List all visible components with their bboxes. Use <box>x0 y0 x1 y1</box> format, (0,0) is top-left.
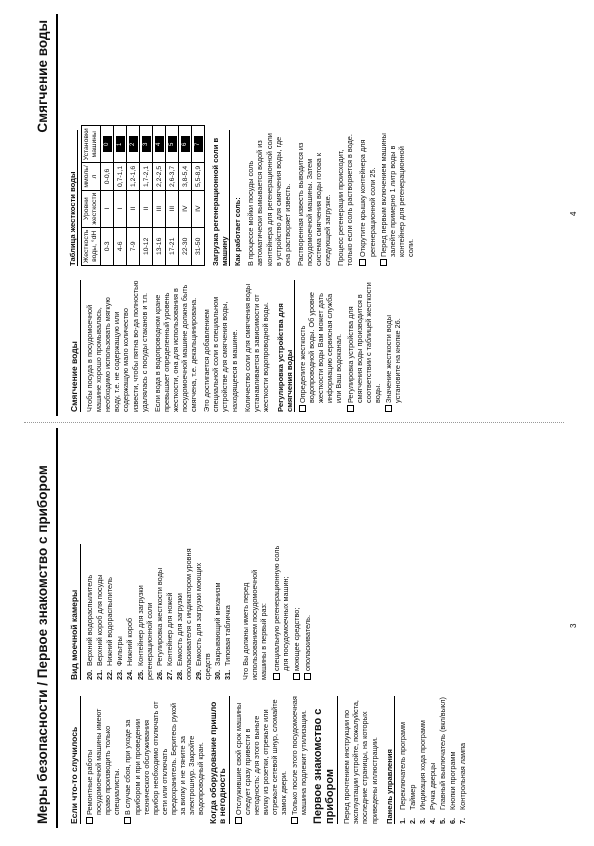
softener-adjustment-list <box>298 280 402 412</box>
list-item: моющее средство; <box>292 544 301 680</box>
how-salt-works-paragraph: Растворенная известь выводится из посудомоечной машины. Затем система смягчения воды готова к следующей загрузке. <box>295 142 333 266</box>
section-first-acquaintance-title: Первое знакомство с прибором <box>312 696 338 824</box>
section-first-acquaintance-text: Перед прочтением инструкции по эксплуатации устройте, пожалуйста, последние страницы, на которых приведены иллюстрации. <box>342 700 379 824</box>
list-item: 29.Емкость для загрузки моющих средств <box>194 562 213 680</box>
how-salt-works-title: Как работает соль: <box>233 197 243 266</box>
hardness-table-title: Таблица жесткости воды <box>68 130 78 266</box>
list-item: 4.Ручка дверцы <box>428 762 437 824</box>
list-item: 28.Емкость для загрузки ополаскивателя с индикатором уровня <box>174 548 194 680</box>
page-3-title: Меры безопасности / Первое знакомство с прибором <box>35 465 50 824</box>
salt-loading-steps <box>358 130 415 266</box>
table-row: 10-12 II 1,7-2,1 3 <box>140 126 153 266</box>
water-hardness-table <box>81 125 205 266</box>
how-salt-works-paragraph: Процесс регенерации происходит, только если соль растворяется в воде. <box>336 134 355 266</box>
water-softening-title: Смягчение воды <box>70 280 81 412</box>
list-item: 31.Типовая табличка <box>223 605 233 680</box>
setting-indicator: 0 <box>103 136 112 152</box>
table-header-cell: Установки машины <box>82 126 101 163</box>
table-row: 17-21 III 2,6-3,7 5 <box>166 126 179 266</box>
list-item: Отслужившие свой срок машины следует сразу привести в негодность: для этого выньте вилку из розетки, отрежьте или отрежьте сетевой шнур, сломайте замок двери. <box>234 696 289 824</box>
list-item: 20.Верхний водораспылитель <box>85 574 95 680</box>
list-item: В случае сбоя, при уходе за прибором и при проведении технического обслуживания прибор необходимо отключать от сети или отключать предохранитель. Беритесь рукой за вилку и не тяните за электрошнур. Закройте водопроводный кран. <box>123 696 205 824</box>
how-salt-works-paragraph: В процессе мойки посуды соль автоматически вымывается водой из контейнера для регенерационной соли в устройство для смягчения воды, где она растворяет известь. <box>246 133 292 266</box>
setting-indicator: 1 <box>116 136 125 152</box>
section-if-something-happened-list <box>85 696 205 824</box>
page-number: 3 <box>569 623 578 628</box>
setting-indicator: 7 <box>194 136 203 152</box>
table-header-cell: ммоль/л <box>82 163 101 190</box>
list-item: Ремонтные работы посудомоечной машины имеют право производить только специалисты. <box>85 696 121 824</box>
setting-indicator: 5 <box>168 136 177 152</box>
setting-indicator: 4 <box>155 136 164 152</box>
table-header-cell: Уровни жесткости <box>82 190 101 227</box>
list-item: ополаскиватель. <box>303 544 312 680</box>
table-row: 0-3 I 0-0,6 0 <box>101 126 114 266</box>
wash-chamber-title: Вид моечной камеры <box>70 544 81 680</box>
water-softening-paragraph: Чтобы посуда в посудомоечной машине хорошо промывалась, необходимо использовать мягкую воду, т.е. не содержащую или содержащую мало количество извести, чтобы пятна во-да полностью удалялась с посуды стаканов и т.п. <box>85 280 149 412</box>
page-4-title: Смягчение воды <box>35 20 50 133</box>
table-header-row <box>82 126 101 266</box>
list-item: Только после этого посудомоечная машина подлежит утилизации. <box>290 696 308 824</box>
table-row: 4-6 I 0,7-1,1 1 <box>114 126 127 266</box>
list-item: 23.Фильтры <box>115 636 125 680</box>
control-panel-list <box>398 696 468 824</box>
list-item: Регулировка устройства для смягчения воды производится в соответствии с таблицей жесткости воды. <box>346 280 382 412</box>
setting-indicator: 2 <box>129 136 138 152</box>
list-item: 3.Индикация хода программ <box>417 720 427 824</box>
list-item: 7.Контрольная лампа <box>458 742 468 824</box>
list-item: 27.Контейнер для ножей <box>164 592 174 680</box>
list-item: Определите жесткость водопроводной воды. Об уровне жесткости воды Вам может дать информацию сервисная служба или Ваш водоканал. <box>298 280 343 412</box>
page-3 <box>30 428 578 828</box>
page-fold-divider <box>24 422 564 423</box>
table-row: 31-50 IV 5,5-8,9 7 <box>192 126 205 266</box>
section-disposal-list <box>234 696 309 824</box>
list-item: специальную регенерационную соль для посудомоечных машин; <box>272 544 290 680</box>
page-4-column-1 <box>68 280 406 412</box>
table-row: 22-30 IV 3,8-5,4 6 <box>179 126 192 266</box>
before-first-use-list <box>272 544 312 680</box>
page-4 <box>30 14 578 416</box>
list-item: 25.Контейнер для загрузки регенерационной соли <box>135 585 154 680</box>
water-softening-paragraph: Это достигается добавлением специальной соли в специальном устройстве для смягчения воды, находящееся в машине. <box>202 296 239 412</box>
table-row: 13-16 III 2,2-2,5 4 <box>153 126 166 266</box>
page-3-column-1 <box>68 696 471 824</box>
list-item: 26.Регулировка жесткости воды <box>154 567 164 680</box>
page-number: 4 <box>569 211 578 216</box>
page-4-header <box>30 14 58 416</box>
section-if-something-happened-title: Если что-то случилось <box>70 696 81 824</box>
list-item: 22.Нижний водораспылитель <box>105 577 115 680</box>
table-header-cell: Жесткость воды, °dH <box>82 227 101 265</box>
list-item: 1.Переключатель программ <box>397 721 407 824</box>
list-item: 6.Кнопки программ <box>448 751 458 824</box>
list-item: Перед первым включением машины залейте примерно 1 литр воды в контейнер для регенерационной соли. <box>379 130 415 266</box>
water-softening-paragraph: Если вода в водопроводном кране превышает определенный уровень жесткости, она для использования в посудомоечной машине должна быть смягчена, т.е. декальцинирована. <box>152 284 199 412</box>
setting-indicator: 6 <box>181 136 190 152</box>
page-3-header <box>30 428 58 828</box>
before-first-use-text: Что Вы должны иметь перед использованием посудомоечной машины в первый раз: <box>240 569 268 680</box>
control-panel-title: Панель управления <box>385 696 395 824</box>
softener-adjustment-title: Регулировка устройства для смягчения воды <box>276 280 295 412</box>
page-3-column-2 <box>68 544 316 680</box>
list-item: 21.Верхний короб для посуды <box>95 574 105 680</box>
list-item: 24.Нижний короб <box>125 617 135 680</box>
list-item: Открутите крышку контейнера для регенерационной соли 25. <box>358 130 376 266</box>
list-item: 30.Закрывающий механизм <box>213 582 223 680</box>
salt-loading-title: Загрузка регенерационной соли в машину <box>211 130 230 266</box>
water-softening-paragraph: Количество соли для смягчения воды устанавливается в зависимости от жесткости водопроводной воды. <box>242 283 270 412</box>
list-item: 2.Таймер <box>407 784 417 824</box>
table-row: 7-9 II 1,2-1,6 2 <box>127 126 140 266</box>
list-item: 5.Главный выключатель (вкл/выкл) <box>438 697 448 824</box>
section-disposal-title: Когда оборудование пришло в негодность <box>209 696 229 824</box>
page-4-column-2 <box>68 130 419 266</box>
setting-indicator: 3 <box>142 136 151 152</box>
list-item: Значение жесткости воды установите на кнопке 26. <box>384 280 402 412</box>
wash-chamber-list <box>85 544 232 680</box>
